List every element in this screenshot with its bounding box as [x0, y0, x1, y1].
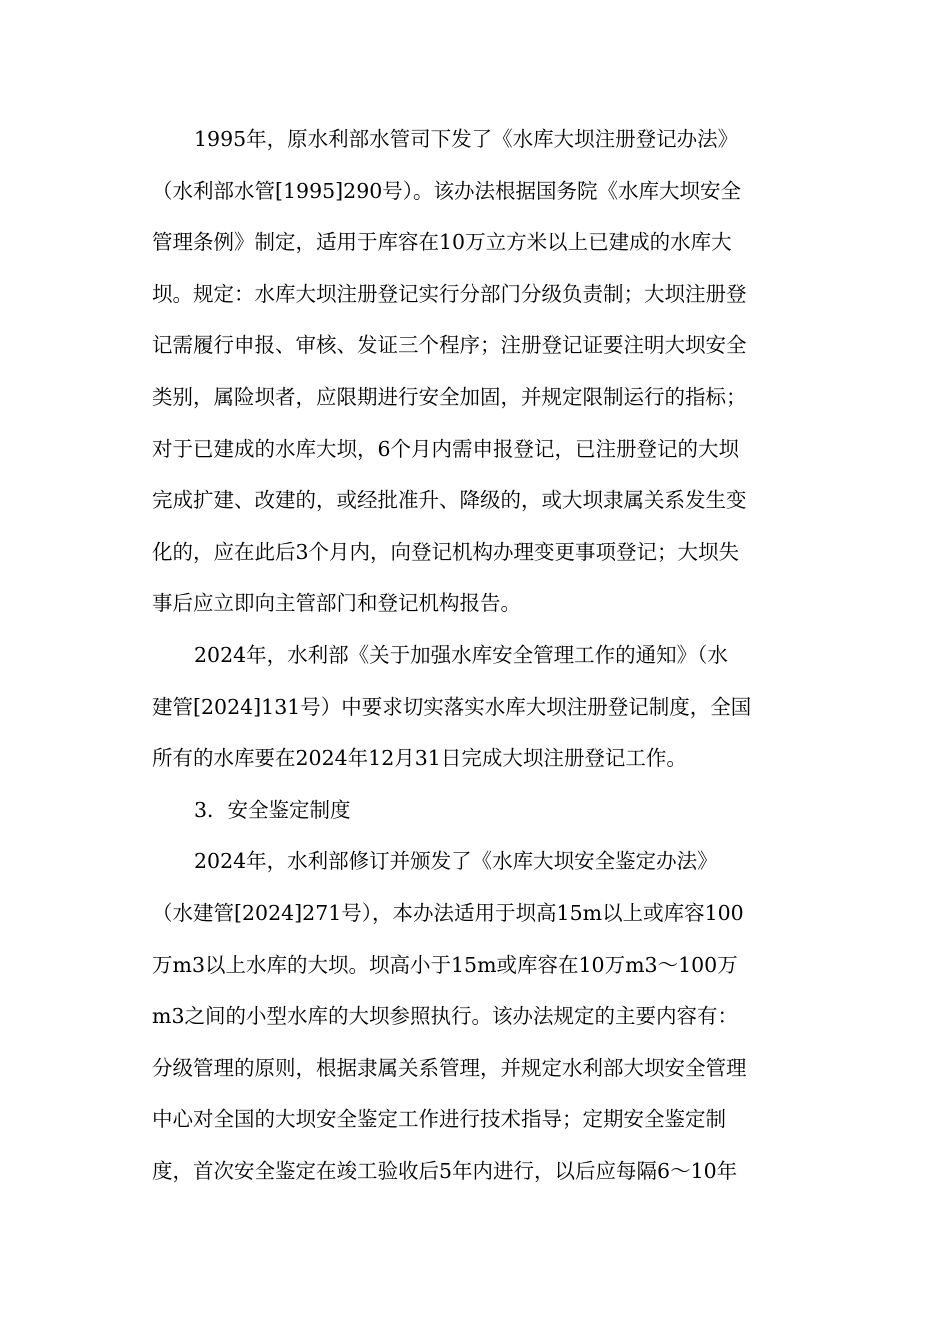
text-line: 所有的水库要在2024年12月31日完成大坝注册登记工作。 — [152, 746, 687, 771]
section-heading: 3．安全鉴定制度 — [194, 797, 351, 822]
text-line: 管理条例》制定，适用于库容在10万立方米以上已建成的水库大 — [152, 230, 732, 255]
text-line: （水建管[2024]271号），本办法适用于坝高15m以上或库容100 — [152, 900, 744, 925]
text-line: 完成扩建、改建的，或经批准升、降级的，或大坝隶属关系发生变 — [152, 488, 747, 513]
text-line: 对于已建成的水库大坝，6个月内需申报登记，已注册登记的大坝 — [152, 436, 740, 461]
text-line: 类别，属险坝者，应限期进行安全加固，并规定限制运行的指标； — [152, 384, 747, 409]
text-line: 建管[2024]131号）中要求切实落实水库大坝注册登记制度，全国 — [152, 694, 752, 719]
text-line: 2024年，水利部《关于加强水库安全管理工作的通知》（水 — [194, 642, 728, 667]
text-line: 度，首次安全鉴定在竣工验收后5年内进行，以后应每隔6～10年 — [152, 1158, 738, 1183]
text-line: 分级管理的原则，根据隶属关系管理，并规定水利部大坝安全管理 — [152, 1055, 747, 1080]
text-line: 万m3以上水库的大坝。坝高小于15m或库容在10万m3～100万 — [152, 952, 738, 977]
text-line: 中心对全国的大坝安全鉴定工作进行技术指导；定期安全鉴定制 — [152, 1107, 726, 1132]
text-line: 记需履行申报、审核、发证三个程序；注册登记证要注明大坝安全 — [152, 333, 747, 358]
text-line: （水利部水管[1995]290号）。该办法根据国务院《水库大坝安全 — [152, 178, 742, 203]
text-line: 化的，应在此后3个月内，向登记机构办理变更事项登记；大坝失 — [152, 539, 740, 564]
body-text — [152, 114, 800, 1197]
text-line: m3之间的小型水库的大坝参照执行。该办法规定的主要内容有： — [152, 1004, 738, 1029]
text-line: 1995年，原水利部水管司下发了《水库大坝注册登记办法》 — [194, 127, 739, 151]
text-line: 坝。规定：水库大坝注册登记实行分部门分级负责制；大坝注册登 — [152, 281, 747, 306]
text-line: 事后应立即向主管部门和登记机构报告。 — [152, 591, 521, 616]
text-line: 2024年，水利部修订并颁发了《水库大坝安全鉴定办法》 — [194, 849, 718, 874]
